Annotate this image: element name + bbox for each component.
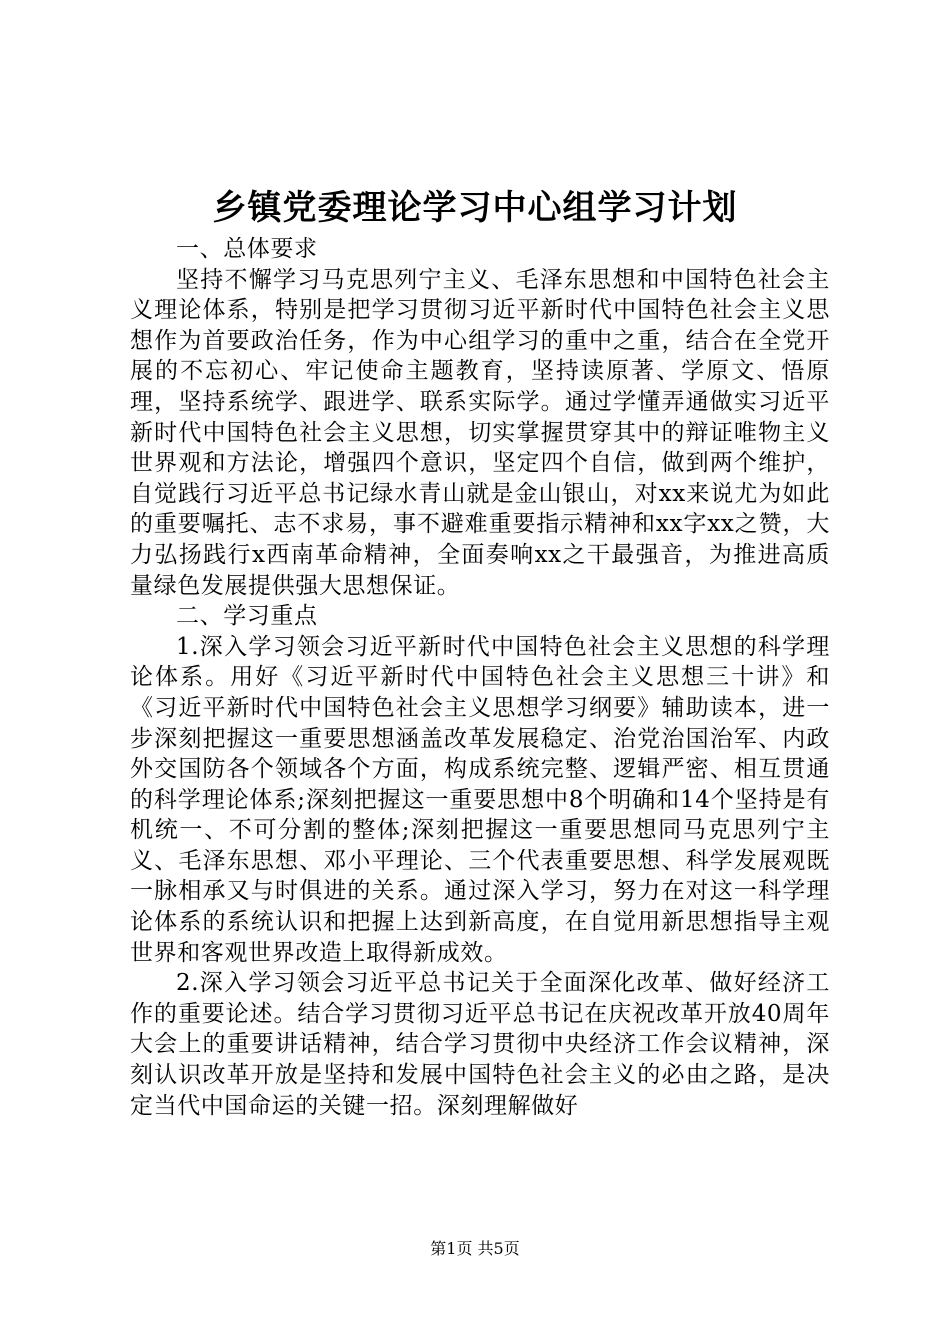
paragraph-focus-item-2: 2.深入学习领会习近平总书记关于全面深化改革、做好经济工作的重要论述。结合学习贯彻习近平总书记在庆祝改革开放40周年大会上的重要讲话精神，结合学习贯彻中央经济工作会议精神，深刻认识改革开放是坚持和发展中国特色社会主义的必由之路，是决定当代中国命运的关键一招。深刻理解做好	[130, 970, 830, 1119]
paragraph-general-requirements: 坚持不懈学习马克思列宁主义、毛泽东思想和中国特色社会主义理论体系，特别是把学习贯彻习近平新时代中国特色社会主义思想作为首要政治任务，作为中心组学习的重中之重，结合在全党开展的不忘初心、牢记使命主题教育，坚持读原著、学原文、悟原理，坚持系统学、跟进学、联系实际学。通过学懂弄通做实习近平新时代中国特色社会主义思想，切实掌握贯穿其中的辩证唯物主义世界观和方法论，增强四个意识，坚定四个自信，做到两个维护，自觉践行习近平总书记绿水青山就是金山银山，对xx来说尤为如此的重要嘱托、志不求易，事不避难重要指示精神和xx字xx之赞，大力弘扬践行x西南革命精神，全面奏响xx之干最强音，为推进高质量绿色发展提供强大思想保证。	[130, 266, 830, 599]
section-heading-general-requirements: 一、总体要求	[176, 236, 318, 262]
page-number-footer: 第1页 共5页	[430, 1239, 520, 1258]
section-heading-study-focus: 二、学习重点	[176, 603, 318, 630]
document-title: 乡镇党委理论学习中心组学习计划	[212, 188, 738, 228]
document-body	[130, 234, 830, 1121]
paragraph-focus-item-1: 1.深入学习领会习近平新时代中国特色社会主义思想的科学理论体系。用好《习近平新时代中国特色社会主义思想三十讲》和《习近平新时代中国特色社会主义思想学习纲要》辅助读本，进一步深刻把握这一重要思想涵盖改革发展稳定、治党治国治军、内政外交国防各个领域各个方面，构成系统完整、逻辑严密、相互贯通的科学理论体系;深刻把握这一重要思想中8个明确和14个坚持是有机统一、不可分割的整体;深刻把握这一重要思想同马克思列宁主义、毛泽东思想、邓小平理论、三个代表重要思想、科学发展观既一脉相承又与时俱进的关系。通过深入学习，努力在对这一科学理论体系的系统认识和把握上达到新高度，在自觉用新思想指导主观世界和客观世界改造上取得新成效。	[130, 633, 830, 966]
